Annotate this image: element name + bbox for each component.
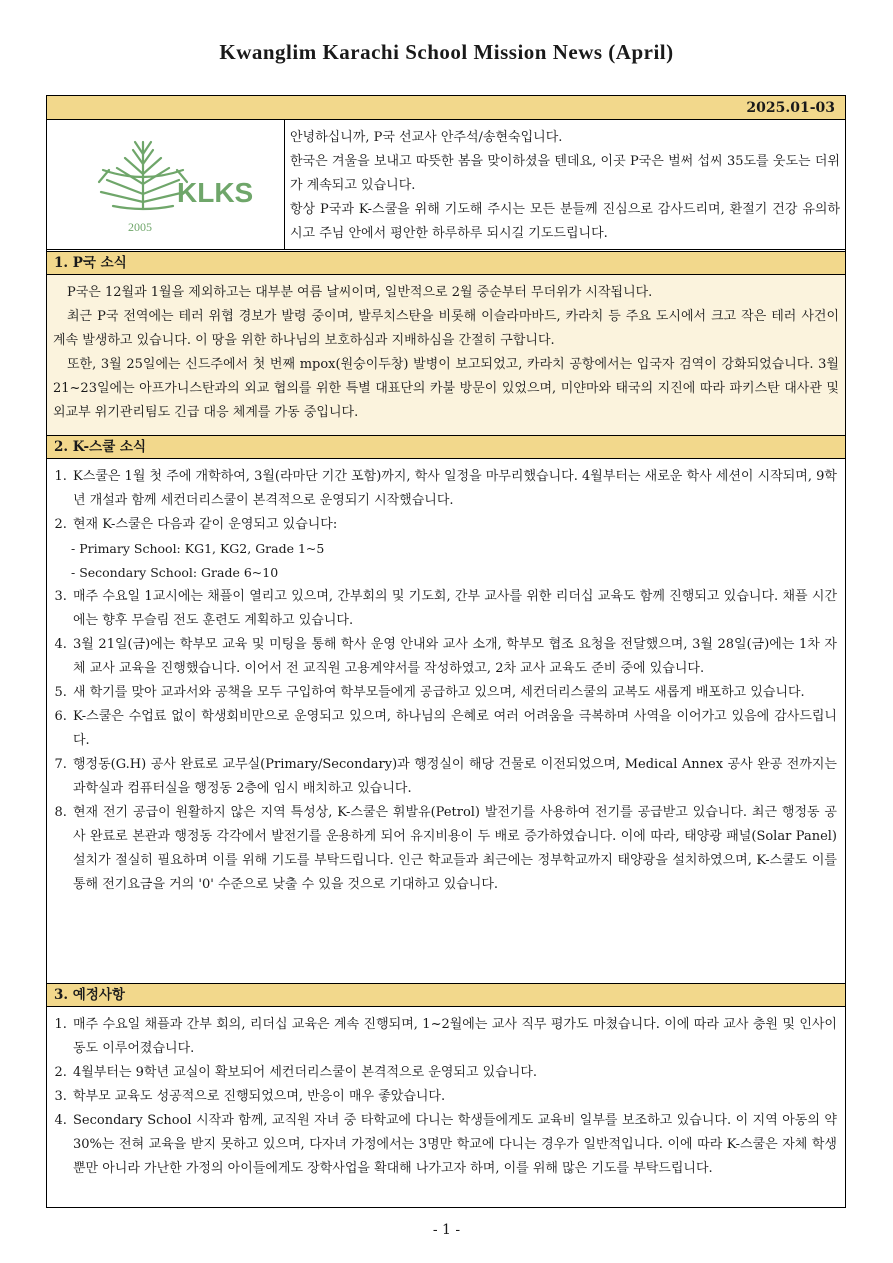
- list-item: 1. K스쿨은 1월 첫 주에 개학하여, 3월(라마단 기간 포함)까지, 학사 일정을 마무리했습니다. 4월부터는 새로운 학사 세션이 시작되며, 9학년 개설과 함께 세컨더리스쿨이 본격적으로 운영되기 시작했습니다.: [71, 465, 837, 513]
- section3-body: [47, 1007, 845, 1207]
- section1-paragraph: P국은 12월과 1월을 제외하고는 대부분 여름 날씨이며, 일반적으로 2월 중순부터 무더위가 시작됩니다.: [67, 285, 653, 300]
- school-logo: [47, 120, 285, 249]
- date-bar: 2025.01-03: [47, 96, 845, 120]
- greeting-line: 항상 P국과 K-스쿨을 위해 기도해 주시는 모든 분들께 진심으로 감사드리며, 환절기 건강 유의하시고 주님 안에서 평안한 하루하루 되시길 기도드립니다.: [290, 202, 840, 241]
- list-item: 8. 현재 전기 공급이 원활하지 않은 지역 특성상, K-스쿨은 휘발유(Petrol) 발전기를 사용하여 전기를 공급받고 있습니다. 최근 행정동 공사 완료로 본관과 행정동 각각에서 발전기를 운용하게 되어 유지비용이 두 배로 증가하였습니다. 이에 따라, 태양광 패널(Solar Panel) 설치가 절실히 필요하며 이를 위해 기도를 부탁드립니다. 인근 학교들과 최근에는 정부학교까지 태양광을 설치하였으며, K-스쿨도 이를 통해 전기요금을 거의 '0' 수준으로 낮출 수 있을 것으로 기대하고 있습니다.: [71, 801, 837, 897]
- logo-cell: [47, 120, 285, 249]
- newsletter-frame: [46, 95, 846, 1208]
- greeting-text: [290, 126, 840, 246]
- list-item: [71, 513, 837, 585]
- section1-body: [47, 275, 845, 435]
- section1-paragraph: 최근 P국 전역에는 테러 위협 경보가 발령 중이며, 발루치스탄을 비롯해 이슬라마바드, 카라치 등 주요 도시에서 크고 작은 테러 사건이 계속 발생하고 있습니다. 이 땅을 위한 하나님의 보호하심과 지배하심을 간절히 구합니다.: [53, 309, 839, 348]
- logo-text: KLKS: [177, 177, 254, 208]
- section2-body: [47, 459, 845, 983]
- sub-list-item: - Secondary School: Grade 6~10: [71, 565, 279, 580]
- section1-heading: 1. P국 소식: [47, 251, 845, 275]
- header-section: [47, 120, 845, 250]
- section2-heading: 2. K-스쿨 소식: [47, 435, 845, 459]
- tree-icon: [99, 142, 187, 209]
- list-item: 3. 매주 수요일 1교시에는 채플이 열리고 있으며, 간부회의 및 기도회, 간부 교사를 위한 리더십 교육도 함께 진행되고 있습니다. 채플 시간에는 향후 무슬림 전도 훈련도 계획하고 있습니다.: [71, 585, 837, 633]
- sub-list-item: - Primary School: KG1, KG2, Grade 1~5: [71, 541, 325, 556]
- list-item: 4. Secondary School 시작과 함께, 교직원 자녀 중 타학교에 다니는 학생들에게도 교육비 일부를 보조하고 있습니다. 이 지역 아동의 약 30%는 전혀 교육을 받지 못하고 있으며, 다자녀 가정에서는 3명만 학교에 다니는 경우가 일반적입니다. 이에 따라 K-스쿨은 자체 학생뿐만 아니라 가난한 가정의 아이들에게도 장학사업을 확대해 나가고자 하며, 이를 위해 많은 기도를 부탁드립니다.: [71, 1109, 837, 1181]
- list-item: 5. 새 학기를 맞아 교과서와 공책을 모두 구입하여 학부모들에게 공급하고 있으며, 세컨더리스쿨의 교복도 새롭게 배포하고 있습니다.: [71, 681, 837, 705]
- greeting-line: 안녕하십니까, P국 선교사 안주석/송현숙입니다.: [290, 130, 563, 145]
- section1-paragraph: 또한, 3월 25일에는 신드주에서 첫 번째 mpox(원숭이두창) 발병이 보고되었고, 카라치 공항에서는 입국자 검역이 강화되었습니다. 3월 21~23일에는 아프가니스탄과의 외교 협의를 위한 특별 대표단의 카불 방문이 있었으며, 미얀마와 태국의 지진에 따라 파키스탄 대사관 및 외교부 위기관리팀도 긴급 대응 체계를 가동 중입니다.: [53, 357, 839, 420]
- logo-year: 2005: [128, 220, 152, 234]
- page-number: - 1 -: [432, 1222, 461, 1238]
- list-item: 4. 3월 21일(금)에는 학부모 교육 및 미팅을 통해 학사 운영 안내와 교사 소개, 학부모 협조 요청을 전달했으며, 3월 28일(금)에는 1차 자체 교사 교육을 진행했습니다. 이어서 전 교직원 고용계약서를 작성하였고, 2차 교사 교육도 준비 중에 있습니다.: [71, 633, 837, 681]
- list-item: 3. 학부모 교육도 성공적으로 진행되었으며, 반응이 매우 좋았습니다.: [71, 1085, 837, 1109]
- list-item: 6. K-스쿨은 수업료 없이 학생회비만으로 운영되고 있으며, 하나님의 은혜로 여러 어려움을 극복하며 사역을 이어가고 있음에 감사드립니다.: [71, 705, 837, 753]
- greeting-line: 한국은 겨울을 보내고 따뜻한 봄을 맞이하셨을 텐데요, 이곳 P국은 벌써 섭씨 35도를 웃도는 더위가 계속되고 있습니다.: [290, 154, 840, 193]
- list-item-text: 현재 K-스쿨은 다음과 같이 운영되고 있습니다:: [73, 517, 338, 532]
- list-item: 2. 4월부터는 9학년 교실이 확보되어 세컨더리스쿨이 본격적으로 운영되고 있습니다.: [71, 1061, 837, 1085]
- list-item: 7. 행정동(G.H) 공사 완료로 교무실(Primary/Secondary)과 행정실이 해당 건물로 이전되었으며, Medical Annex 공사 완공 전까지는 과학실과 컴퓨터실을 행정동 2층에 임시 배치하고 있습니다.: [71, 753, 837, 801]
- page-title: Kwanglim Karachi School Mission News (April): [219, 40, 674, 64]
- list-item: 1. 매주 수요일 채플과 간부 회의, 리더십 교육은 계속 진행되며, 1~2월에는 교사 직무 평가도 마쳤습니다. 이에 따라 교사 충원 및 인사이동도 이루어졌습니다.: [71, 1013, 837, 1061]
- section3-heading: 3. 예정사항: [47, 983, 845, 1007]
